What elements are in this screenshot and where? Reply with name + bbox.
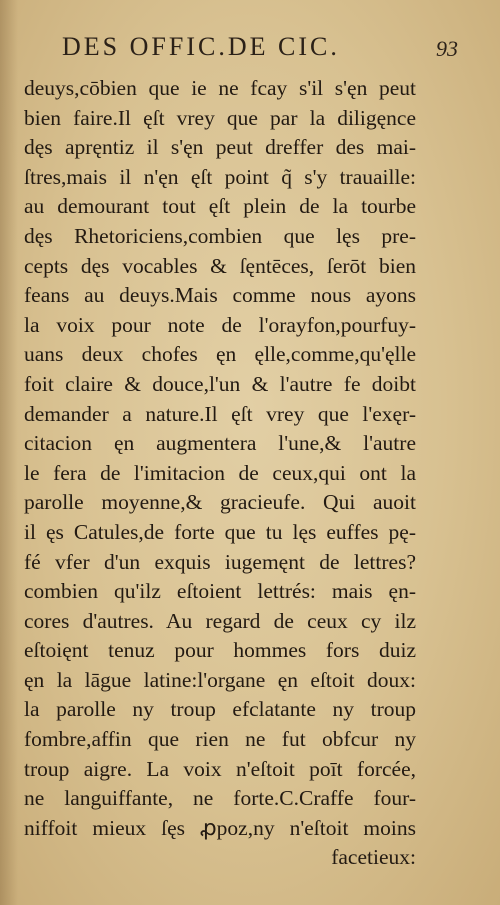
- page-gutter-shadow: [0, 0, 18, 905]
- text-line: troup aigre. La voix n'eſtoit poīt forcée,: [24, 756, 416, 781]
- text-line: ne languiffante, ne forte.C.Craffe four-: [24, 786, 416, 811]
- text-line: foit claire & douce,l'un & l'autre fe doibt: [24, 371, 416, 396]
- text-line: parolle moyenne,& gracieufe. Qui auoit: [24, 490, 416, 515]
- page-number: 93: [436, 36, 458, 61]
- page-header: [62, 28, 458, 64]
- text-line: deuys,cōbien que ie ne fcay s'il s'ęn peut: [24, 76, 416, 100]
- text-line-catchword: facetieux:: [331, 845, 416, 870]
- text-line: citacion ęn augmentera l'une,& l'autre: [24, 431, 416, 456]
- text-line: fombre,affin que rien ne fut obfcur ny: [24, 727, 416, 752]
- text-line: combien qu'ilz eſtoient lettrés: mais ęn-: [24, 579, 416, 604]
- text-line: le fera de l'imitacion de ceux,qui ont la: [24, 460, 416, 485]
- text-line: fé vfer d'un exquis iugemęnt de lettres?: [24, 549, 416, 574]
- body-text: [24, 74, 416, 873]
- text-line: niffoit mieux ſęs ꝓpoz,ny n'eſtoit moins: [24, 815, 416, 840]
- text-line: il ęs Catules,de forte que tu lęs euffes pę-: [24, 519, 416, 544]
- text-line: feans au deuys.Mais comme nous ayons: [24, 283, 416, 308]
- running-title: DES OFFIC.DE CIC.: [62, 32, 340, 61]
- text-line: cepts dęs vocables & ſęntēces, ſerōt bien: [24, 253, 416, 278]
- text-line: ſtres,mais il n'ęn ęſt point q̃ s'y trauaille:: [24, 164, 416, 189]
- text-line: demander a nature.Il ęſt vrey que l'exęr-: [24, 401, 416, 426]
- text-line: dęs Rhetoriciens,combien que lęs pre-: [24, 223, 416, 248]
- text-line: uans deux chofes ęn ęlle,comme,qu'ęlle: [24, 342, 416, 367]
- text-line: la voix pour note de l'orayfon,pourfuy-: [24, 312, 416, 337]
- text-line: bien faire.Il ęſt vrey que par la diligęnce: [24, 105, 416, 130]
- text-line: cores d'autres. Au regard de ceux cy ilz: [24, 608, 416, 633]
- text-line: au demourant tout ęſt plein de la tourbe: [24, 194, 416, 219]
- text-line: dęs apręntiz il s'ęn peut dreffer des mai-: [24, 135, 416, 160]
- text-line: la parolle ny troup efclatante ny troup: [24, 697, 416, 722]
- text-line: eſtoięnt tenuz pour hommes fors duiz: [24, 638, 416, 663]
- text-line: ęn la lāgue latine:l'organe ęn eſtoit doux:: [24, 667, 416, 692]
